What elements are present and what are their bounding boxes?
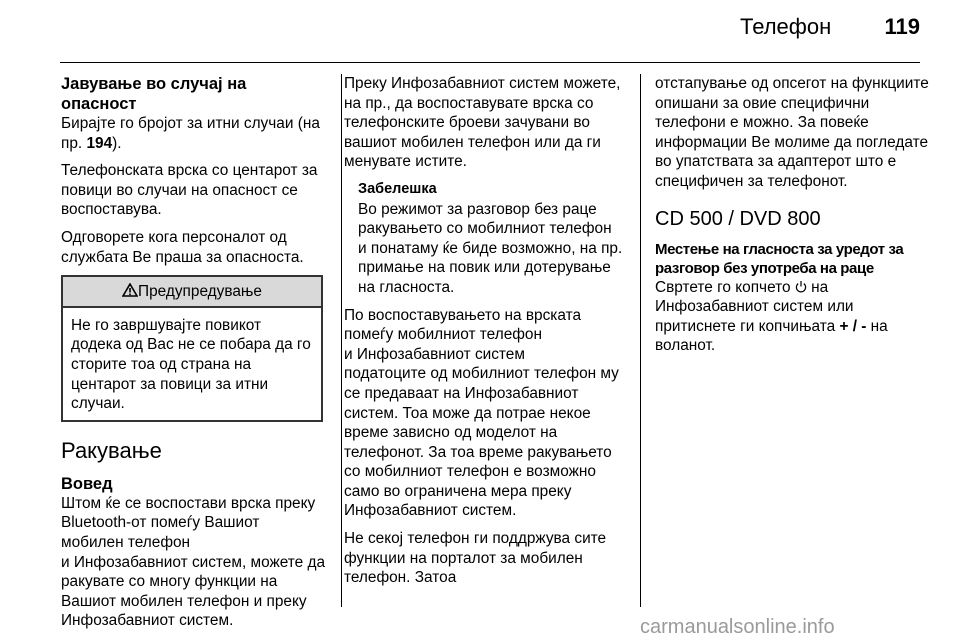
watermark: carmanualsonline.info bbox=[640, 616, 835, 638]
volume-keys-label: + / - bbox=[839, 317, 867, 335]
paragraph: Не секој телефон ги поддржува сите функции на порталот за мобилен телефон. Затоа bbox=[344, 530, 607, 587]
column-middle bbox=[344, 74, 624, 596]
paragraph: Телефонската врска со центарот за повици во случаи на опасност се воспоставува. bbox=[61, 162, 318, 219]
paragraph: Бирајте го бројот за итни случаи (на пр. 194). bbox=[61, 115, 320, 152]
note-title: Забелешка bbox=[358, 180, 437, 197]
paragraph: и Инфозабавниот систем bbox=[344, 345, 525, 363]
column-left bbox=[61, 74, 326, 631]
power-knob-icon bbox=[795, 279, 807, 296]
heading-handsfree-volume: Местење на гласноста за уредот за разговор без употреба на раце bbox=[655, 240, 904, 277]
paragraph: податоците од мобилниот телефон му се предаваат на Инфозабавниот систем. Тоа може да потрае некое време зависно од моделот на телефонот. За тоа време ракувањето со мобилниот телефон е возможно само во ограничена мера преку Инфозабавниот систем. bbox=[344, 365, 619, 520]
heading-introduction: Вовед bbox=[61, 474, 113, 493]
header-divider bbox=[60, 62, 920, 63]
paragraph: Преку Инфозабавниот систем можете, на пр., да воспоставувате врска со телефонските броеви зачувани во вашиот мобилен телефон или да ги менувате истите. bbox=[344, 75, 621, 171]
warning-triangle-icon bbox=[122, 283, 138, 300]
note-box bbox=[358, 180, 624, 298]
warning-title: Предупредување bbox=[138, 283, 262, 301]
warning-text: Не го завршувајте повикот додека од Вас не се побара да го сторите тоа од страна на центарот за повици за итни случаи. bbox=[71, 316, 311, 413]
paragraph: отстапување од опсегот на функциите опишани за овие специфични телефони е можно. За повеќе информации Ве молиме да погледате во упатствата за адаптерот што е специфичен за телефонот. bbox=[655, 75, 929, 190]
paragraph: По воспоставувањето на врската помеѓу мобилниот телефон bbox=[344, 306, 582, 344]
paragraph: Одговорете кога персоналот од службата Ве праша за опасноста. bbox=[61, 228, 304, 266]
paragraph: Штом ќе се воспостави врска преку Bluetooth-от помеѓу Вашиот мобилен телефон bbox=[61, 494, 316, 551]
note-text: Во режимот за разговор без раце ракувањето со мобилниот телефон и понатаму ќе биде возможно, на пр. примање на повик или дотерување на гласноста. bbox=[358, 200, 623, 296]
paragraph: и Инфозабавниот систем, можете да ракувате со многу функции на Вашиот мобилен телефон и преку Инфозабавниот систем. bbox=[61, 553, 326, 630]
page-header-title: Телефон bbox=[740, 14, 832, 39]
section-title-cd500-dvd800: CD 500 / DVD 800 bbox=[655, 207, 821, 230]
paragraph: Свртете го копчето на Инфозабавниот систем или притиснете ги копчињата + / - на воланот. bbox=[655, 278, 888, 355]
heading-emergency-call: Јавување во случај на опасност bbox=[61, 75, 247, 113]
warning-header bbox=[63, 277, 321, 308]
page-reference: 194 bbox=[86, 134, 113, 152]
warning-box bbox=[61, 275, 323, 422]
column-right bbox=[655, 74, 930, 364]
column-divider bbox=[640, 74, 641, 607]
section-title-operation: Ракување bbox=[61, 437, 162, 463]
column-divider bbox=[341, 74, 342, 607]
page-number: 119 bbox=[884, 14, 920, 39]
